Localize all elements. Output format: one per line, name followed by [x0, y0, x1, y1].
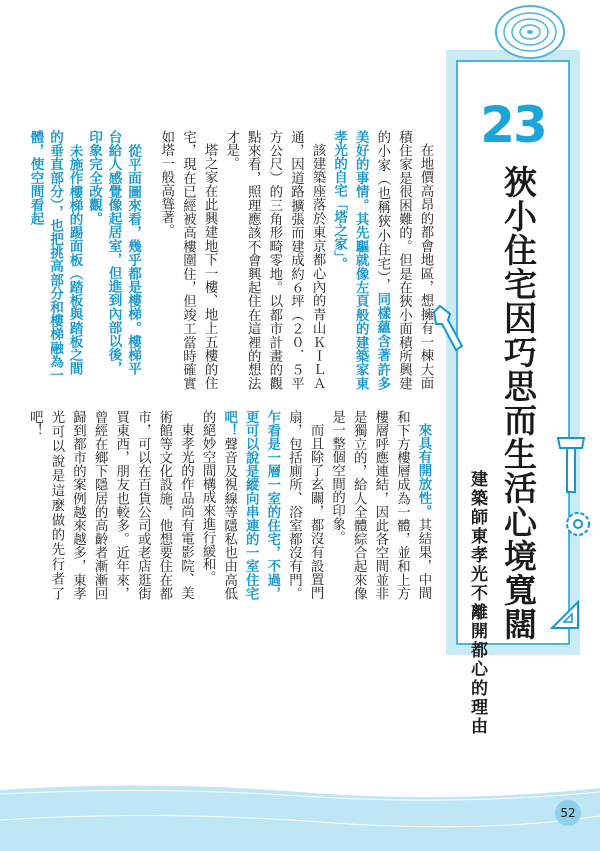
body-paragraph — [328, 130, 436, 390]
body-text: 在地價高昂的都會地區，想擁有一棟大面積住家是很困難的。但是在狹小面積所興建的小家（也稱狹小住宅）， — [374, 130, 433, 390]
body-text: 而且除了玄關，都沒有設置門扇，包括廁所、浴室都沒有門。 — [286, 410, 324, 600]
body-paragraph — [196, 410, 326, 600]
wrench-icon — [432, 300, 472, 360]
body-paragraph — [220, 130, 328, 390]
highlight-text: 乍看是一層一室的住宅，不過，更可以說是縱向串連的一室住宅吧！ — [221, 410, 280, 600]
set-square-icon — [548, 598, 582, 632]
body-text: 該建築座落於東京都心內的青山ＫＩＬＡ通，因道路擴張而建成約６坪（２０．５平方公尺）的三角形畸零地。以都市計畫的觀點來看，照理應該不會興起住在這裡的想法才是。 — [223, 130, 326, 390]
caption-line: 從平面圖來看，幾乎都是樓梯。樓梯平台給人感覺像起居室，但進到內部以後，印象完全改觀。 — [86, 130, 141, 375]
body-paragraph — [24, 410, 197, 600]
body-paragraph — [155, 130, 220, 390]
footer-wave-band — [0, 780, 600, 851]
body-text-top — [150, 130, 436, 390]
body-paragraph — [326, 410, 434, 600]
body-text: 東孝光的作品尚有電影院、美術館等文化設施，他想要住在都市，可以在百貨公司或老店逛街買東西，朋友也較多。近年來，曾經在鄉下隱居的高齡者漸漸回歸到都市的案例越來越多，東孝光可以說是這麼做的先行者了吧！ — [27, 410, 194, 600]
hammer-icon — [552, 428, 592, 498]
highlight-text: 來具有開放性。 — [416, 423, 431, 519]
gear-icon — [562, 508, 594, 540]
body-text: 塔之家在此興建地下一樓、地上五樓的住宅，現在已經被高樓圍住，但竣工當時確實如塔一般高聳著。 — [158, 130, 218, 390]
chapter-number: 23 — [480, 96, 546, 154]
floor-plan-caption — [20, 130, 142, 385]
body-text-bottom — [27, 410, 434, 600]
body-text: 其結果，中間和下方樓層成為一體，並和上方樓層呼應連結，因此各空間並非是獨立的，給人全體綜合起來像是一整個空間的印象。 — [329, 410, 431, 600]
chapter-title: 狹小住宅因巧思而生活心境寬闊 — [499, 165, 538, 641]
body-text: 聲音及視線等隱私也由高低的絕妙空間構成來進行緩和。 — [200, 410, 237, 600]
chapter-subtitle: 建築師東孝光不離開都心的理由 — [467, 470, 487, 736]
page-number: 52 — [555, 800, 581, 826]
caption-line: 未施作樓梯的踢面板（踏板與踏板之間的垂直部分），也把挑高部分和樓梯融為一體，使空間看起 — [27, 130, 83, 382]
wood-log-icon — [490, 2, 570, 64]
highlight-text: 同樣蘊含著許多美好的事情。其先驅就像左頁般的建築家東孝光的自宅「塔之家」。 — [331, 130, 390, 390]
